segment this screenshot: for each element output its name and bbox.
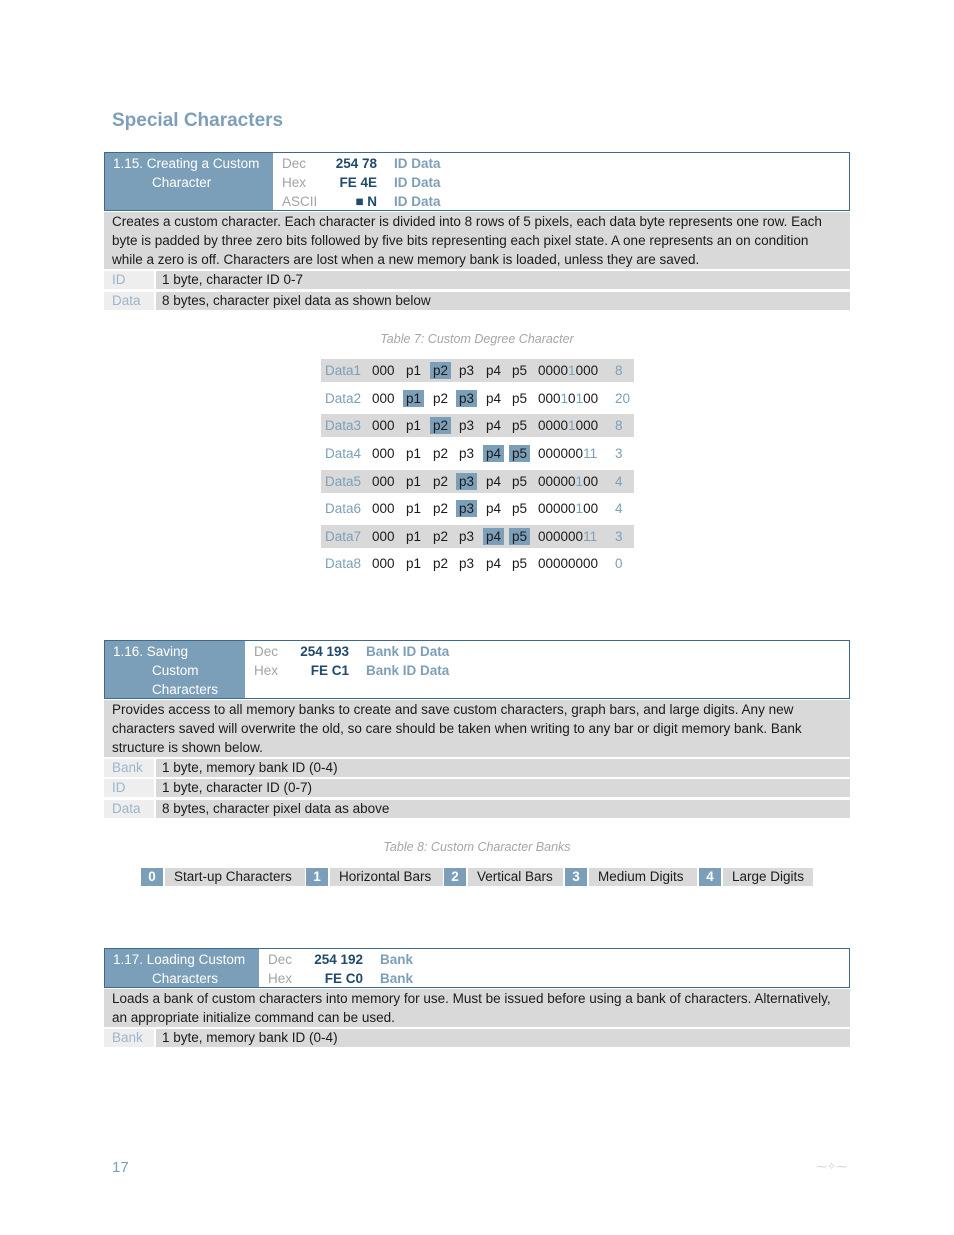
binary-value: [538, 525, 597, 548]
command-title-line1: 1.16. Saving: [113, 644, 189, 659]
row-label: Data5: [325, 474, 362, 489]
dec-value: 254 192: [314, 952, 363, 967]
table-caption: Table 8: Custom Character Banks: [383, 840, 571, 854]
pixel-cell: p3: [456, 390, 477, 407]
command-header-load-custom-characters: [104, 948, 850, 988]
decimal-value: 4: [615, 501, 623, 516]
pixel-cell: p2: [432, 556, 449, 571]
param-key: Bank: [104, 1029, 154, 1047]
pixel-cell: p4: [485, 556, 502, 571]
pixel-cell: p1: [405, 363, 422, 378]
pixel-cell: p2: [432, 446, 449, 461]
decimal-value: 3: [615, 529, 623, 544]
off-bit: 000: [575, 418, 599, 433]
pixel-cell: p3: [458, 363, 475, 378]
pixel-cell: p3: [458, 446, 475, 461]
padding-bits: 000: [372, 556, 395, 571]
pixel-cell: p4: [485, 501, 502, 516]
on-bit: 11: [583, 446, 598, 461]
pixel-cell: p4: [483, 445, 504, 462]
off-bit: 000: [575, 363, 599, 378]
param-row-id: [104, 779, 850, 797]
dec-value: 254 193: [300, 644, 349, 659]
off-bit: 00: [583, 474, 599, 489]
off-bit: 00000: [538, 474, 576, 489]
on-bit: 1: [568, 418, 576, 433]
off-bit: 000000: [538, 529, 584, 544]
decimal-value: 0: [615, 556, 623, 571]
command-description: Provides access to all memory banks to create and save custom characters, graph bars, and large digits. Any new characters saved will overwrite the old, so care should be taken when writing to any bar or digit memory bank. Bank structure is shown below.: [104, 700, 850, 757]
row-label: Data3: [325, 418, 362, 433]
pixel-cell: p4: [485, 391, 502, 406]
binary-value: [538, 359, 598, 382]
hex-params: Bank ID Data: [366, 663, 450, 678]
hex-value: FE C0: [324, 971, 363, 986]
off-bit: 000000: [538, 446, 584, 461]
pixel-cell: p4: [485, 474, 502, 489]
pixel-cell: p2: [432, 391, 449, 406]
binary-value: [538, 470, 598, 493]
pixel-cell: p3: [458, 529, 475, 544]
ascii-value: ■ N: [355, 194, 377, 209]
bank-name: Start-up Characters: [165, 868, 305, 886]
table-row: [321, 497, 634, 520]
section-title: Special Characters: [112, 110, 284, 131]
padding-bits: 000: [372, 418, 395, 433]
pixel-cell: p5: [511, 501, 528, 516]
on-bit: 1: [560, 391, 569, 406]
table-row: [321, 359, 634, 382]
param-row-data: [104, 292, 850, 310]
param-key: Data: [104, 292, 154, 310]
padding-bits: 000: [372, 391, 395, 406]
off-bit: 0000: [538, 363, 569, 378]
command-title-line2: Custom: [152, 663, 199, 678]
decimal-value: 3: [615, 446, 623, 461]
hex-params: ID Data: [394, 175, 441, 190]
param-value: 8 bytes, character pixel data as above: [156, 800, 850, 818]
bank-name: Horizontal Bars: [330, 868, 443, 886]
command-title: [105, 153, 273, 210]
padding-bits: 000: [372, 363, 395, 378]
decimal-value: 8: [615, 418, 623, 433]
dec-value: 254 78: [335, 156, 377, 171]
table-row: [321, 414, 634, 437]
param-value: 1 byte, character ID 0-7: [156, 271, 850, 289]
dec-label: Dec: [268, 952, 293, 967]
pixel-cell: p5: [511, 474, 528, 489]
off-bit: 00000: [538, 501, 576, 516]
pixel-cell: p3: [458, 418, 475, 433]
bank-name: Medium Digits: [589, 868, 697, 886]
binary-value: [538, 442, 597, 465]
padding-bits: 000: [372, 446, 395, 461]
pixel-cell: p2: [430, 362, 451, 379]
bank-id: 2: [444, 868, 466, 886]
decimal-value: 4: [615, 474, 623, 489]
table-row: [321, 442, 634, 465]
param-row-id: [104, 271, 850, 289]
hex-params: Bank: [380, 971, 414, 986]
bank-name: Vertical Bars: [468, 868, 563, 886]
binary-value: [538, 497, 598, 520]
hex-value: FE 4E: [339, 175, 377, 190]
padding-bits: 000: [372, 474, 395, 489]
pixel-cell: p5: [511, 556, 528, 571]
pixel-cell: p5: [509, 528, 530, 545]
row-label: Data8: [325, 556, 362, 571]
binary-value: [538, 552, 598, 575]
command-description: Loads a bank of custom characters into memory for use. Must be issued before using a bank of characters. Alternatively, an appropriate initialize command can be used.: [104, 989, 850, 1027]
off-bit: 00: [583, 501, 599, 516]
command-title-line1: 1.15. Creating a Custom: [113, 156, 260, 171]
hex-value: FE C1: [310, 663, 349, 678]
pixel-cell: p5: [509, 445, 530, 462]
pixel-cell: p3: [456, 500, 477, 517]
on-bit: 1: [568, 363, 576, 378]
pixel-cell: p4: [485, 418, 502, 433]
row-label: Data7: [325, 529, 362, 544]
off-bit: 0000: [538, 418, 569, 433]
param-value: 1 byte, memory bank ID (0-4): [156, 759, 850, 777]
command-title: [105, 641, 245, 698]
off-bit: 00: [583, 391, 599, 406]
hex-label: Hex: [254, 663, 279, 678]
command-title-line3: Characters: [152, 682, 219, 697]
pixel-cell: p2: [432, 529, 449, 544]
pixel-cell: p1: [405, 418, 422, 433]
param-row-data: [104, 800, 850, 818]
on-bit: 1: [575, 501, 584, 516]
pixel-cell: p5: [511, 391, 528, 406]
pixel-cell: p2: [432, 501, 449, 516]
binary-value: [538, 414, 598, 437]
dec-params: Bank: [380, 952, 414, 967]
off-bit: 000: [538, 391, 561, 406]
command-header-save-custom-characters: [104, 640, 850, 699]
hex-label: Hex: [282, 175, 307, 190]
param-key: Data: [104, 800, 154, 818]
page-number: 17: [112, 1159, 129, 1176]
ascii-label: ASCII: [282, 194, 318, 209]
table-row: [321, 387, 634, 410]
padding-bits: 000: [372, 501, 395, 516]
bank-name: Large Digits: [723, 868, 813, 886]
hex-label: Hex: [268, 971, 293, 986]
off-bit: 00000000: [538, 556, 599, 571]
pixel-cell: p1: [405, 501, 422, 516]
param-row-bank: [104, 759, 850, 777]
param-value: 1 byte, memory bank ID (0-4): [156, 1029, 850, 1047]
command-header-create-custom-character: [104, 152, 850, 211]
pixel-cell: p4: [485, 363, 502, 378]
binary-value: [538, 387, 598, 410]
decimal-value: 8: [615, 363, 623, 378]
command-description: Creates a custom character. Each character is divided into 8 rows of 5 pixels, each data byte represents one row. Each byte is padded by three zero bits followed by five bits representing each pixel state. A one represents an on condition while a zero is off. Characters are lost when a new memory bank is loaded, unless they are saved.: [104, 212, 850, 269]
bank-id: 3: [565, 868, 587, 886]
pixel-cell: p1: [405, 556, 422, 571]
pixel-cell: p3: [458, 556, 475, 571]
pixel-cell: p1: [405, 474, 422, 489]
on-bit: 11: [583, 529, 598, 544]
decimal-value: 20: [615, 391, 631, 406]
command-title-line1: 1.17. Loading Custom: [113, 952, 246, 967]
pixel-cell: p3: [456, 473, 477, 490]
param-value: 8 bytes, character pixel data as shown below: [156, 292, 850, 310]
pixel-cell: p5: [511, 418, 528, 433]
bank-id: 0: [141, 868, 163, 886]
row-label: Data6: [325, 501, 362, 516]
command-title: [105, 949, 259, 987]
row-label: Data2: [325, 391, 362, 406]
param-key: Bank: [104, 759, 154, 777]
table-row: [321, 470, 634, 493]
off-bit: 0: [568, 391, 576, 406]
row-label: Data1: [325, 363, 362, 378]
param-value: 1 byte, character ID (0-7): [156, 779, 850, 797]
pixel-cell: p1: [405, 446, 422, 461]
row-label: Data4: [325, 446, 362, 461]
company-logo-icon: ⁓✧⁓: [816, 1161, 848, 1173]
bank-id: 4: [699, 868, 721, 886]
on-bit: 1: [575, 474, 584, 489]
command-title-line2: Characters: [152, 971, 219, 986]
pixel-cell: p2: [430, 417, 451, 434]
dec-params: Bank ID Data: [366, 644, 450, 659]
ascii-params: ID Data: [394, 194, 441, 209]
dec-label: Dec: [254, 644, 279, 659]
bank-id: 1: [306, 868, 328, 886]
dec-params: ID Data: [394, 156, 441, 171]
pixel-cell: p1: [403, 390, 424, 407]
command-title-line2: Character: [152, 175, 212, 190]
padding-bits: 000: [372, 529, 395, 544]
pixel-cell: p5: [511, 363, 528, 378]
pixel-cell: p2: [432, 474, 449, 489]
table-caption: Table 7: Custom Degree Character: [380, 332, 574, 346]
dec-label: Dec: [282, 156, 307, 171]
on-bit: 1: [575, 391, 584, 406]
param-key: ID: [104, 271, 154, 289]
table-row: [321, 525, 634, 548]
pixel-cell: p4: [483, 528, 504, 545]
table-row: [321, 552, 634, 575]
param-key: ID: [104, 779, 154, 797]
param-row-bank: [104, 1029, 850, 1047]
pixel-cell: p1: [405, 529, 422, 544]
